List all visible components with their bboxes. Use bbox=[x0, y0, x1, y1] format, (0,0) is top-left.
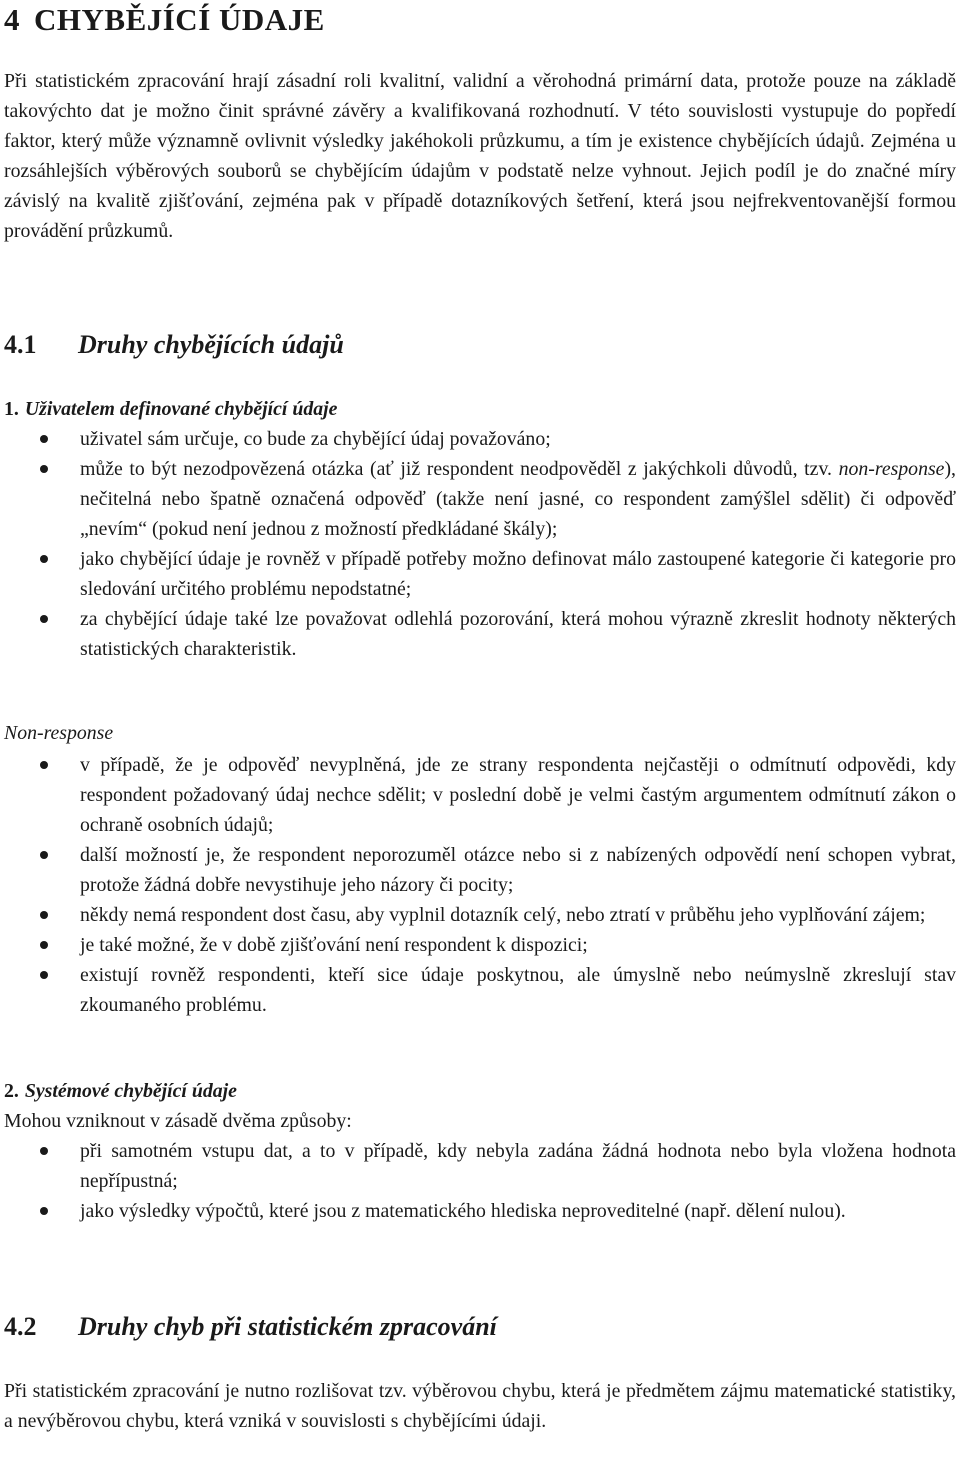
non-response-list bbox=[4, 750, 956, 1020]
list-item: jako výsledky výpočtů, které jsou z matematického hlediska neproveditelné (např. dělení nulou). bbox=[4, 1196, 956, 1226]
bullet-icon bbox=[40, 941, 48, 949]
subsection-heading-1 bbox=[4, 394, 337, 424]
subsection-number: 1. bbox=[4, 398, 19, 420]
bullet-icon bbox=[40, 1207, 48, 1215]
section-title: Druhy chybějících údajů bbox=[78, 330, 344, 359]
list-item: je také možné, že v době zjišťování není respondent k dispozici; bbox=[4, 930, 956, 960]
list-item: v případě, že je odpověď nevyplněná, jde ze strany respondenta nejčastěji o odmítnutí odpovědi, kdy respondent požadovaný údaj nechce sdělit; v poslední době je velmi častým argumentem odmítnutí zákon o ochraně osobních údajů; bbox=[4, 750, 956, 840]
list-item: existují rovněž respondenti, kteří sice údaje poskytnou, ale úmyslně nebo neúmyslně zkreslují stav zkoumaného problému. bbox=[4, 960, 956, 1020]
list-item: jako chybějící údaje je rovněž v případě potřeby možno definovat málo zastoupené kategorie či kategorie pro sledování určitého problému nepodstatné; bbox=[4, 544, 956, 604]
section-number: 4.1 bbox=[4, 330, 37, 359]
bullet-icon bbox=[40, 555, 48, 563]
chapter-heading bbox=[4, 2, 325, 38]
bullet-icon bbox=[40, 615, 48, 623]
subsection-title: Uživatelem definované chybějící údaje bbox=[24, 398, 338, 420]
bullet-icon bbox=[40, 761, 48, 769]
outro-paragraph: Při statistickém zpracování je nutno rozlišovat tzv. výběrovou chybu, která je předmětem zájmu matematické statistiky, a nevýběrovou chybu, která vzniká v souvislosti s chybějícími údaji. bbox=[4, 1380, 956, 1432]
system-missing-lead: Mohou vzniknout v zásadě dvěma způsoby: bbox=[4, 1110, 352, 1132]
subsection-heading-2 bbox=[4, 1076, 237, 1106]
bullet-icon bbox=[40, 971, 48, 979]
chapter-number: 4 bbox=[4, 2, 20, 37]
list-item: při samotném vstupu dat, a to v případě, kdy nebyla zadána žádná hodnota nebo byla vložena hodnota nepřípustná; bbox=[4, 1136, 956, 1196]
user-defined-list bbox=[4, 424, 956, 664]
intro-paragraph: Při statistickém zpracování hrají zásadní roli kvalitní, validní a věrohodná primární data, protože pouze na základě takovýchto dat je možno činit správné závěry a kvalifikovaná rozhodnutí. V této souvislosti vystupuje do popředí faktor, který může významně ovlivnit výsledky jakéhokoli průzkumu, a tím je existence chybějících údajů. Zejména u rozsáhlejších výběrových souborů se chybějícím údajům v podstatě nelze vyhnout. Jejich podíl je do značné míry závislý na kvalitě zjišťování, zejména pak v případě dotazníkových šetření, která jsou nejfrekventovanější formou provádění průzkumů. bbox=[4, 70, 956, 242]
list-item: další možností je, že respondent neporozuměl otázce nebo si z nabízených odpovědí není schopen vybrat, protože žádná dobře nevystihuje jeho názory či pocity; bbox=[4, 840, 956, 900]
chapter-title: CHYBĚJÍCÍ ÚDAJE bbox=[34, 2, 325, 37]
bullet-icon bbox=[40, 435, 48, 443]
list-item: někdy nemá respondent dost času, aby vyplnil dotazník celý, nebo ztratí v průběhu jeho vyplňování zájem; bbox=[4, 900, 956, 930]
bullet-icon bbox=[40, 911, 48, 919]
bullet-icon bbox=[40, 1147, 48, 1155]
section-heading-4-2 bbox=[4, 1312, 497, 1342]
list-item: může to být nezodpovězená otázka (ať již respondent neodpověděl z jakýchkoli důvodů, tzv. non-response), nečitelná nebo špatně označená odpověď (takže není jasné, co respondent zamýšlel sdělit) či odpověď „nevím“ (pokud není jednou z možností předkládané škály); bbox=[4, 454, 956, 544]
non-response-label: Non-response bbox=[4, 722, 114, 744]
bullet-icon bbox=[40, 465, 48, 473]
subsection-title: Systémové chybějící údaje bbox=[24, 1080, 237, 1102]
system-missing-list bbox=[4, 1136, 956, 1226]
bullet-icon bbox=[40, 851, 48, 859]
non-response-term: non-response bbox=[838, 458, 945, 480]
list-item: za chybějící údaje také lze považovat odlehlá pozorování, která mohou výrazně zkreslit hodnoty některých statistických charakteristik. bbox=[4, 604, 956, 664]
section-heading-4-1 bbox=[4, 330, 344, 360]
section-number: 4.2 bbox=[4, 1312, 37, 1341]
list-item: uživatel sám určuje, co bude za chybějící údaj považováno; bbox=[4, 424, 956, 454]
subsection-number: 2. bbox=[4, 1080, 19, 1102]
section-title: Druhy chyb při statistickém zpracování bbox=[78, 1312, 497, 1341]
